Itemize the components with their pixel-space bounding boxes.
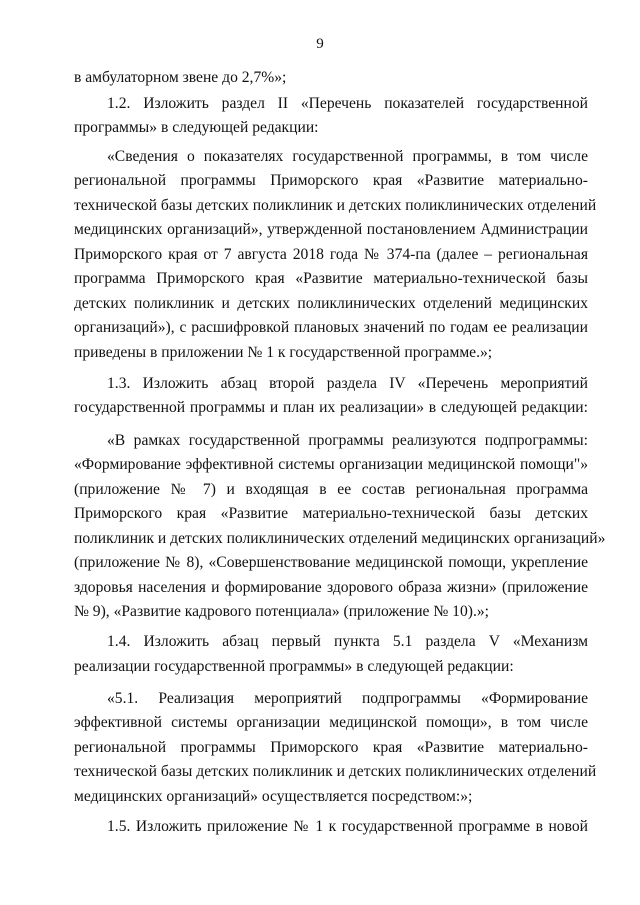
text-line: (приложение № 7) и входящая в ее состав региональная программа [74,481,588,498]
text-line: приведены в приложении № 1 к государственной программе.»; [74,344,493,361]
text-line: 1.2. Изложить раздел II «Перечень показателей государственной [107,95,588,112]
page-number: 9 [316,36,324,52]
text-line: технической базы детских поликлиник и детских поликлинических отделений [74,763,597,780]
text-line: государственной программы и план их реализации» в следующей редакции: [74,399,588,416]
text-line: № 9), «Развитие кадрового потенциала» (приложение № 10).»; [74,603,489,620]
text-line: Приморского края от 7 августа 2018 года № 374-па (далее – региональная [74,246,588,263]
text-line: региональной программы Приморского края «Развитие материально- [74,172,588,189]
text-line: (приложение № 8), «Совершенствование медицинской помощи, укрепление [74,554,588,571]
text-line: медицинских организаций» осуществляется посредством:»; [74,788,473,805]
text-line: «В рамках государственной программы реализуются подпрограммы: [107,432,588,449]
text-line: организаций»), с расшифровкой плановых значений по годам ее реализации [74,319,588,336]
text-line: программа Приморского края «Развитие материально-технической базы [74,270,588,287]
text-line: в амбулаторном звене до 2,7%»; [74,69,287,86]
text-line: 1.4. Изложить абзац первый пункта 5.1 раздела V «Механизм [107,633,588,650]
text-line: программы» в следующей редакции: [74,119,319,136]
text-line: 1.3. Изложить абзац второй раздела IV «Перечень мероприятий [107,375,588,392]
text-line: «Сведения о показателях государственной программы, в том числе [107,148,588,165]
text-line: эффективной системы организации медицинской помощи», в том числе [74,714,588,731]
text-line: технической базы детских поликлиник и детских поликлинических отделений [74,197,597,214]
text-line: реализации государственной программы» в следующей редакции: [74,658,514,675]
text-line: региональной программы Приморского края «Развитие материально- [74,739,588,756]
text-line: Приморского края «Развитие материально-технической базы детских [74,505,588,522]
text-line: медицинских организаций», утвержденной постановлением Администрации [74,221,588,238]
text-line: здоровья населения и формирование здорового образа жизни» (приложение [74,579,588,596]
text-line: «Формирование эффективной системы организации медицинской помощи"» [74,456,588,473]
text-line: 1.5. Изложить приложение № 1 к государственной программе в новой [107,818,588,835]
text-line: детских поликлиник и детских поликлинических отделений медицинских [74,295,588,312]
text-line: поликлиник и детских поликлинических отделений медицинских организаций» [74,530,606,547]
text-line: «5.1. Реализация мероприятий подпрограммы «Формирование [107,690,588,707]
